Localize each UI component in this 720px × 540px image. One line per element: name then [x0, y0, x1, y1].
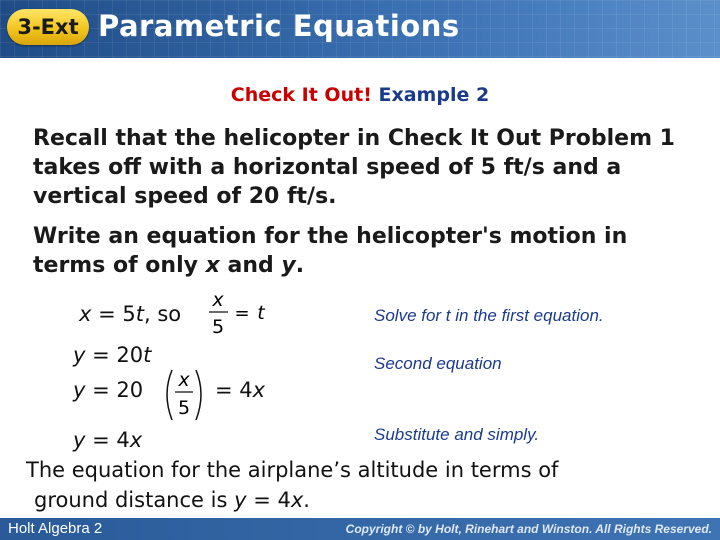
left-paren [167, 370, 172, 420]
math-var: t [143, 343, 152, 367]
conclusion-var: x [290, 488, 304, 512]
fraction-denominator: 5 [211, 316, 225, 338]
conclusion-text [26, 455, 686, 515]
example-heading [0, 84, 720, 106]
math-var: x [252, 378, 266, 402]
math-line-2 [73, 343, 151, 367]
math-var: y [73, 343, 86, 367]
lesson-badge: 3-Ext [7, 9, 89, 45]
task-statement [33, 222, 693, 280]
fraction-numerator: x [212, 289, 224, 311]
math-line-3 [73, 378, 143, 402]
equals-sign: = [234, 303, 250, 324]
fraction-numerator: x [178, 369, 190, 391]
step-note-3: Substitute and simply. [374, 425, 540, 444]
math-var: y [73, 428, 86, 452]
math-text: = 20 [85, 343, 144, 367]
math-line-1 [79, 302, 181, 326]
conclusion-line-2 [26, 485, 686, 515]
math-text: = 4 [85, 428, 130, 452]
step-note-2: Second equation [374, 354, 502, 373]
header-bar [0, 0, 720, 58]
task-text: and [219, 253, 282, 278]
example-number: Example 2 [378, 84, 490, 106]
math-line-3-result [215, 378, 265, 402]
math-var: t [135, 302, 144, 326]
footer-bar [0, 518, 720, 540]
step-note-1: Solve for t in the first equation. [374, 306, 604, 325]
fraction-rhs: t [257, 302, 265, 324]
math-text: , so [143, 302, 182, 326]
conclusion-line-1: The equation for the airplane’s altitude in terms of [26, 458, 559, 482]
task-text: . [295, 253, 305, 278]
math-var: x [129, 428, 143, 452]
math-text: = 5 [91, 302, 136, 326]
math-line-4 [73, 428, 142, 452]
math-text: = 4 [215, 378, 253, 402]
math-var: y [73, 378, 86, 402]
fraction-denominator: 5 [177, 397, 191, 419]
check-it-out-label: Check It Out! [230, 84, 372, 106]
conclusion-text-part: = 4 [246, 488, 291, 512]
page-title: Parametric Equations [98, 9, 460, 43]
task-var-x: x [205, 253, 220, 278]
task-var-y: y [281, 253, 296, 278]
right-paren [196, 370, 201, 420]
conclusion-var: y [234, 488, 247, 512]
footer-copyright: Copyright © by Holt, Rinehart and Winston. All Rights Reserved. [345, 522, 712, 536]
conclusion-text-part: . [303, 488, 310, 512]
math-text: = 20 [85, 378, 144, 402]
math-var: x [79, 302, 92, 326]
problem-statement: Recall that the helicopter in Check It Out Problem 1 takes off with a horizontal speed of 5 ft/s and a vertical speed of 20 ft/s. [33, 126, 675, 209]
conclusion-text-part: ground distance is [34, 488, 235, 512]
task-text: Write an equation for the helicopter's motion in terms of only [33, 224, 628, 278]
parenthesized-fraction [160, 364, 208, 426]
footer-textbook: Holt Algebra 2 [8, 520, 103, 537]
fraction-x-over-5-equals-t [206, 288, 276, 346]
